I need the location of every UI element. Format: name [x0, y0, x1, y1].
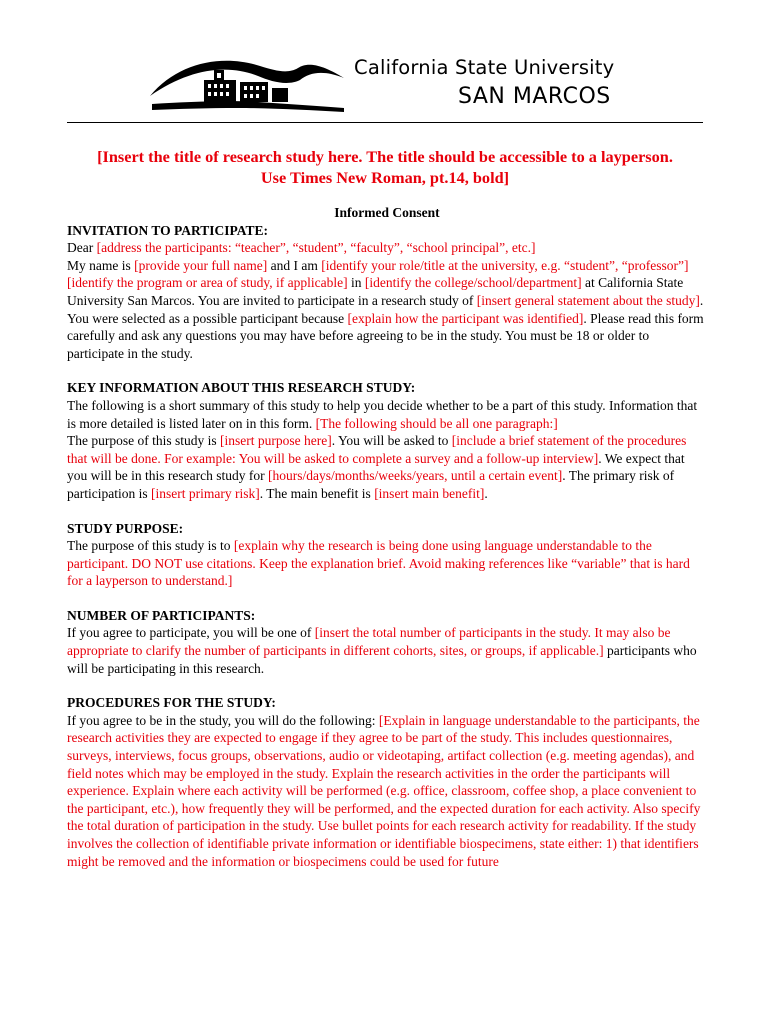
- text-run: . The primary risk of participation is: [67, 468, 675, 501]
- header-divider: [67, 122, 703, 123]
- campus-skyline-logo-icon: [148, 52, 348, 116]
- purpose-paragraph: [67, 537, 707, 590]
- text-run: . You will be asked to: [331, 433, 452, 449]
- text-run: The following is a short summary of this study to help you decide whether to be a part of this study. Information that is more detailed is listed later on in this form.: [67, 397, 698, 431]
- procedures-heading: PROCEDURES FOR THE STUDY:: [67, 695, 276, 711]
- placeholder-instruction: [insert primary risk]: [150, 485, 260, 501]
- placeholder-instruction: [provide your full name]: [134, 257, 268, 273]
- text-run: Dear: [67, 240, 97, 256]
- placeholder-instruction: [identify the college/school/department]: [364, 275, 582, 291]
- placeholder-instruction: [include a brief statement of the procedures that will be done. For example: You will be asked to complete a survey and a follow-up interview]: [67, 433, 687, 466]
- text-run: My name is: [67, 257, 135, 273]
- document-label: Informed Consent: [334, 205, 440, 220]
- placeholder-instruction: [identify the program or area of study, if applicable]: [67, 275, 348, 291]
- invitation-paragraph: [67, 257, 707, 363]
- text-run: If you agree to participate, you will be one of: [67, 625, 315, 641]
- placeholder-instruction: [identify your role/title at the university, e.g. “student”, “professor”]: [321, 257, 689, 273]
- placeholder-instruction: [hours/days/months/weeks/years, until a certain event]: [267, 468, 563, 484]
- text-run: and I am: [267, 257, 322, 273]
- text-run: . You were selected as a possible participant because: [67, 292, 704, 326]
- placeholder-instruction: [insert the total number of participants in the study. It may also be appropriate to clarify the number of participants in different cohorts, sites, or groups, if applicable.]: [67, 625, 671, 659]
- key-info-heading: KEY INFORMATION ABOUT THIS RESEARCH STUDY:: [67, 380, 416, 396]
- study-title-line2: Use Times New Roman, pt.14, bold]: [260, 168, 510, 187]
- text-run: .: [484, 485, 488, 501]
- text-run: The purpose of this study is: [67, 433, 220, 449]
- invitation-heading: INVITATION TO PARTICIPATE:: [67, 222, 269, 238]
- text-run: . Please read this form carefully and ask any questions you may have before agreeing to be in the study. You must be 18 or older to participate in the study.: [67, 310, 704, 361]
- placeholder-instruction: [address the participants: “teacher”, “student”, “faculty”, “school principal”, etc.]: [96, 240, 536, 256]
- invitation-salutation: [67, 239, 707, 257]
- text-run: If you agree to be in the study, you will do the following:: [67, 712, 379, 728]
- placeholder-instruction: [explain how the participant was identified]: [347, 310, 584, 326]
- placeholder-instruction: [Explain in language understandable to the participants, the research activities they are expected to engage if they agree to be part of the study. This includes questionnaires, surveys, interviews, focus groups, observations, audio or videotaping, artifact collection (e.g. meeting agendas), and field notes which may be employed in the study. Explain the research activities in the order the participants will experience. Explain where each activity will be performed (e.g. office, classroom, coffee shop, a place convenient to the participant, etc.), how frequently they will be performed, and the expected duration for each activity. Also specify the total duration of participation in the study. Use bullet points for each research activity for readability. If the study involves the collection of identifiable private information or identifiable biospecimens, state either: 1) that identifiers might be removed and the information or biospecimens could be used for future: [67, 712, 701, 869]
- text-run: participants who will be participating in this research.: [67, 643, 697, 676]
- university-name-line2: SAN MARCOS: [458, 84, 611, 109]
- university-logo: [148, 52, 653, 116]
- purpose-heading: STUDY PURPOSE:: [67, 520, 184, 536]
- text-run: The purpose of this study is to: [67, 538, 234, 554]
- participants-paragraph: [67, 624, 707, 677]
- participants-heading: NUMBER OF PARTICIPANTS:: [67, 607, 256, 623]
- university-name-line1: California State University: [354, 56, 615, 79]
- placeholder-instruction: [insert general statement about the study]: [476, 292, 700, 308]
- text-run: in: [347, 275, 365, 291]
- text-run: . We expect that you will be in this research study for: [67, 450, 685, 484]
- study-title: [50, 146, 720, 188]
- text-run: at California State University San Marcos. You are invited to participate in a research study of: [67, 275, 684, 308]
- key-info-summary: [67, 432, 707, 502]
- key-info-intro: [67, 397, 707, 432]
- placeholder-instruction: [insert purpose here]: [220, 433, 332, 449]
- procedures-paragraph: [67, 712, 707, 870]
- document-body: [67, 204, 707, 870]
- placeholder-instruction: [explain why the research is being done using language understandable to the participant. DO NOT use citations. Keep the explanation brief. Avoid making references like “variable” that is hard for a layperson to understand.]: [67, 538, 690, 589]
- placeholder-instruction: [The following should be all one paragraph:]: [315, 415, 558, 431]
- text-run: . The main benefit is: [259, 485, 375, 501]
- study-title-line1: [Insert the title of research study here. The title should be accessible to a layperson.: [97, 147, 673, 166]
- placeholder-instruction: [insert main benefit]: [374, 485, 485, 501]
